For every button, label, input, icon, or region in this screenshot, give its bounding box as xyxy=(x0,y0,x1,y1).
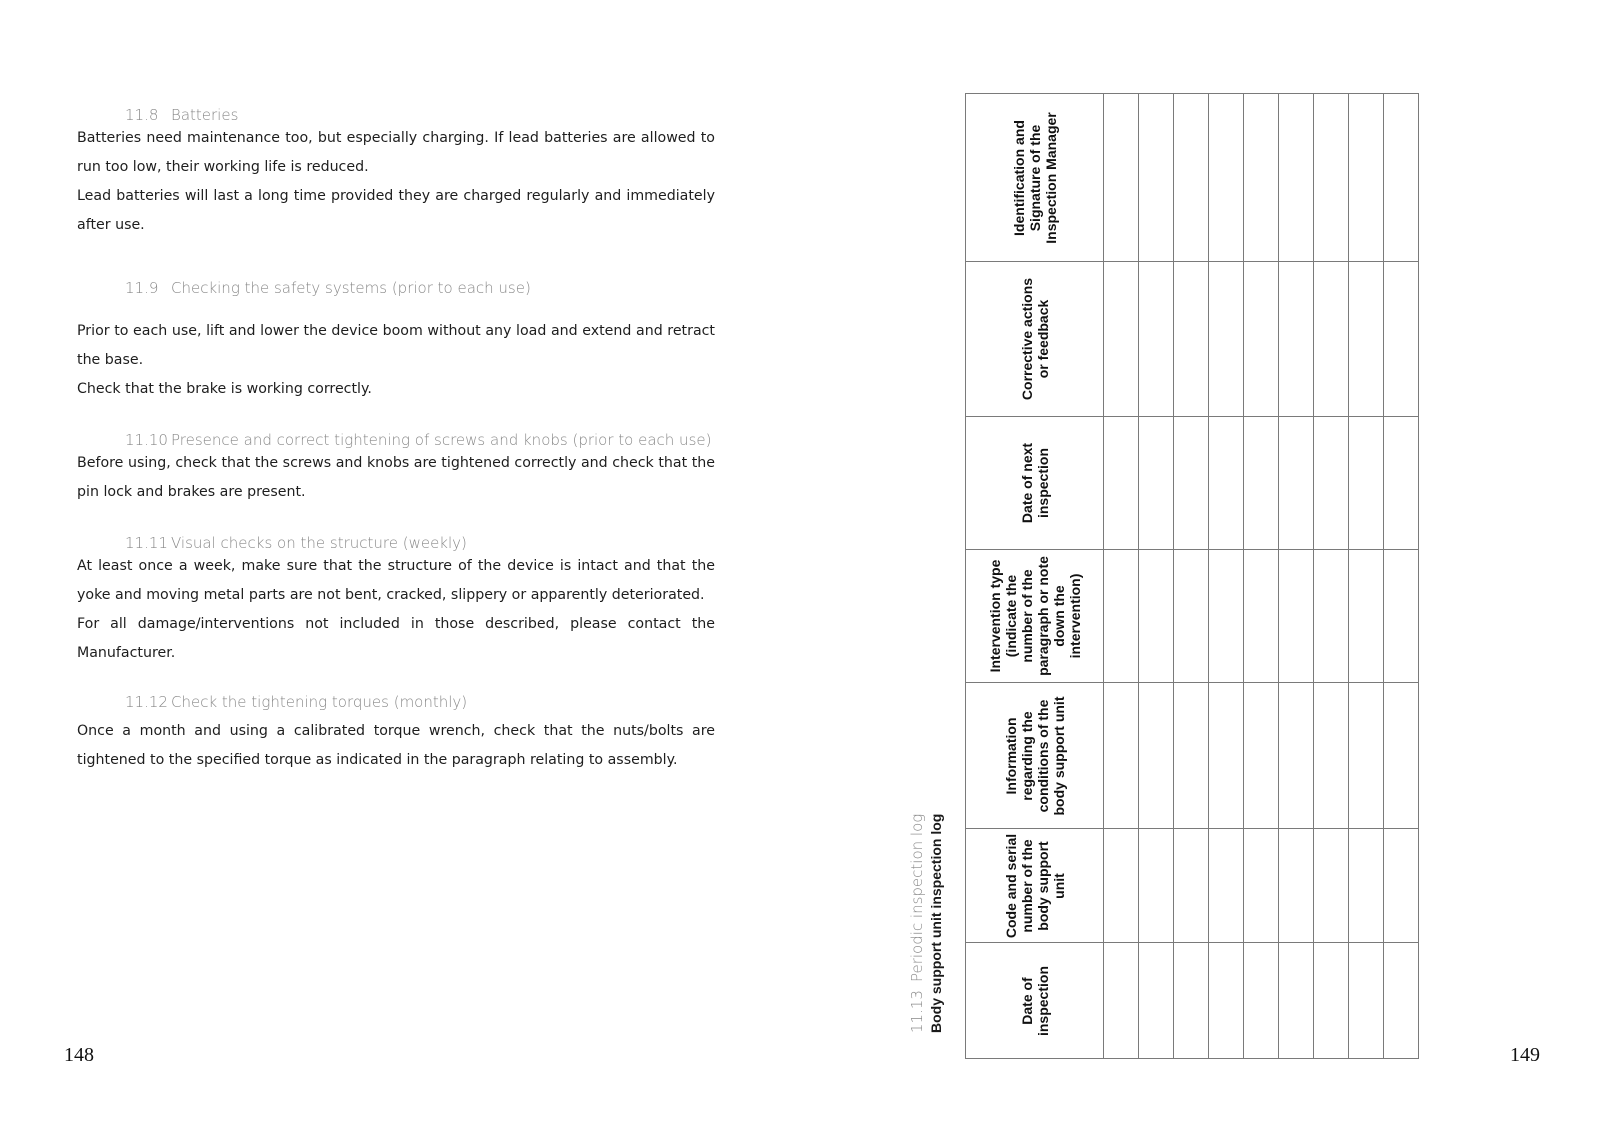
column-header-label: Date of next inspection xyxy=(1018,442,1051,524)
log-entry-cell[interactable] xyxy=(1103,261,1139,417)
section-11-12 xyxy=(77,693,715,775)
log-entry-cell[interactable] xyxy=(1383,416,1419,550)
log-entry-cell[interactable] xyxy=(1208,682,1244,829)
log-entry-cell[interactable] xyxy=(1243,942,1279,1059)
log-entry-cell[interactable] xyxy=(1383,549,1419,683)
log-entry-cell[interactable] xyxy=(1243,93,1279,262)
log-entry-cell[interactable] xyxy=(1278,682,1314,829)
log-entry-cell[interactable] xyxy=(1208,261,1244,417)
inspection-log-table xyxy=(965,93,1418,1058)
column-header-label: Corrective actions or feedback xyxy=(1018,277,1051,401)
log-entry-cell[interactable] xyxy=(1383,942,1419,1059)
log-entry-cell[interactable] xyxy=(1138,682,1174,829)
log-entry-cell[interactable] xyxy=(1348,682,1384,829)
section-11-9 xyxy=(77,279,715,404)
log-entry-cell[interactable] xyxy=(1208,549,1244,683)
section-title: Presence and correct tightening of screws and knobs (prior to each use) xyxy=(171,431,712,449)
column-header-label: Identification and Signature of the Inspection Manager xyxy=(1010,111,1059,244)
log-entry-cell[interactable] xyxy=(1313,416,1349,550)
paragraph: For all damage/interventions not included in those described, please contact the Manufacturer. xyxy=(77,616,715,661)
column-header xyxy=(965,942,1104,1059)
table-title: Body support unit inspection log xyxy=(928,813,944,1033)
log-entry-cell[interactable] xyxy=(1103,93,1139,262)
paragraph: At least once a week, make sure that the structure of the device is intact and that the yoke and moving metal parts are not bent, cracked, slippery or apparently deteriorated. xyxy=(77,558,715,603)
log-entry-cell[interactable] xyxy=(1243,828,1279,943)
log-entry-cell[interactable] xyxy=(1243,261,1279,417)
column-header xyxy=(965,549,1104,683)
log-entry-cell[interactable] xyxy=(1208,93,1244,262)
log-entry-cell[interactable] xyxy=(1103,828,1139,943)
paragraph: Once a month and using a calibrated torque wrench, check that the nuts/bolts are tightened to the specified torque as indicated in the paragraph relating to assembly. xyxy=(77,723,715,768)
column-header-label: Date of inspection xyxy=(1018,965,1051,1036)
log-entry-cell[interactable] xyxy=(1278,416,1314,550)
log-entry-cell[interactable] xyxy=(1103,682,1139,829)
section-number: 11.9 xyxy=(125,279,159,297)
section-number: 11.10 xyxy=(125,431,168,449)
log-entry-cell[interactable] xyxy=(1348,828,1384,943)
log-entry-cell[interactable] xyxy=(1208,416,1244,550)
column-header xyxy=(965,416,1104,550)
section-number: 11.13 xyxy=(908,990,926,1033)
section-number: 11.8 xyxy=(125,106,159,124)
log-entry-cell[interactable] xyxy=(1138,93,1174,262)
log-entry-cell[interactable] xyxy=(1313,942,1349,1059)
log-entry-cell[interactable] xyxy=(1173,93,1209,262)
log-entry-cell[interactable] xyxy=(1313,549,1349,683)
log-entry-cell[interactable] xyxy=(1313,261,1349,417)
section-heading xyxy=(125,534,715,552)
log-entry-cell[interactable] xyxy=(1348,261,1384,417)
log-entry-cell[interactable] xyxy=(1278,828,1314,943)
column-header-label: Intervention type (indicate the number of the paragraph or note down the intervention) xyxy=(986,556,1083,676)
section-heading xyxy=(125,693,715,711)
section-heading xyxy=(125,431,715,449)
paragraph: Check that the brake is working correctly. xyxy=(77,381,372,397)
log-entry-cell[interactable] xyxy=(1208,942,1244,1059)
log-entry-cell[interactable] xyxy=(1208,828,1244,943)
column-header-label: Code and serial number of the body support unit xyxy=(1002,833,1067,938)
column-header-label: Information regarding the conditions of the body support unit xyxy=(1002,696,1067,815)
section-heading xyxy=(125,279,715,297)
section-heading xyxy=(125,106,715,124)
log-entry-cell[interactable] xyxy=(1348,942,1384,1059)
log-entry-cell[interactable] xyxy=(1243,416,1279,550)
log-entry-cell[interactable] xyxy=(1173,682,1209,829)
column-header xyxy=(965,261,1104,417)
log-entry-cell[interactable] xyxy=(1173,942,1209,1059)
section-title: Checking the safety systems (prior to each use) xyxy=(171,279,531,297)
log-entry-cell[interactable] xyxy=(1313,682,1349,829)
log-entry-cell[interactable] xyxy=(1383,261,1419,417)
log-entry-cell[interactable] xyxy=(1278,93,1314,262)
left-page-content xyxy=(77,106,715,775)
paragraph: Lead batteries will last a long time provided they are charged regularly and immediately after use. xyxy=(77,188,715,233)
section-title: Batteries xyxy=(171,106,239,124)
section-title: Check the tightening torques (monthly) xyxy=(171,693,468,711)
page-number-left: 148 xyxy=(64,1044,94,1066)
log-entry-cell[interactable] xyxy=(1243,682,1279,829)
log-entry-cell[interactable] xyxy=(1138,261,1174,417)
log-entry-cell[interactable] xyxy=(1278,549,1314,683)
paragraph: Batteries need maintenance too, but especially charging. If lead batteries are allowed to run too low, their working life is reduced. xyxy=(77,130,715,175)
log-entry-cell[interactable] xyxy=(1313,93,1349,262)
column-header xyxy=(965,682,1104,829)
log-entry-cell[interactable] xyxy=(1278,261,1314,417)
log-entry-cell[interactable] xyxy=(1138,549,1174,683)
log-entry-cell[interactable] xyxy=(1348,549,1384,683)
log-entry-cell[interactable] xyxy=(1173,828,1209,943)
log-entry-cell[interactable] xyxy=(1103,549,1139,683)
log-entry-cell[interactable] xyxy=(1173,549,1209,683)
log-entry-cell[interactable] xyxy=(1138,942,1174,1059)
log-entry-cell[interactable] xyxy=(1243,549,1279,683)
column-header xyxy=(965,828,1104,943)
paragraph: Before using, check that the screws and knobs are tightened correctly and check that the pin lock and brakes are present. xyxy=(77,455,715,500)
section-number: 11.11 xyxy=(125,534,168,552)
rotated-section-titles xyxy=(907,814,945,1033)
section-11-8 xyxy=(77,106,715,240)
log-entry-cell[interactable] xyxy=(1173,416,1209,550)
log-entry-cell[interactable] xyxy=(1138,828,1174,943)
section-title: Periodic inspection log xyxy=(908,813,926,983)
log-entry-cell[interactable] xyxy=(1278,942,1314,1059)
log-entry-cell[interactable] xyxy=(1383,93,1419,262)
log-entry-cell[interactable] xyxy=(1138,416,1174,550)
section-11-11 xyxy=(77,534,715,668)
log-entry-cell[interactable] xyxy=(1103,942,1139,1059)
log-entry-cell[interactable] xyxy=(1103,416,1139,550)
section-number: 11.12 xyxy=(125,693,168,711)
log-entry-cell[interactable] xyxy=(1173,261,1209,417)
column-header xyxy=(965,93,1104,262)
log-entry-cell[interactable] xyxy=(1348,416,1384,550)
paragraph: Prior to each use, lift and lower the device boom without any load and extend and retract the base. xyxy=(77,323,715,368)
log-entry-cell[interactable] xyxy=(1383,828,1419,943)
section-title: Visual checks on the structure (weekly) xyxy=(171,534,467,552)
page-number-right: 149 xyxy=(1510,1044,1540,1066)
section-heading-11-13 xyxy=(907,814,927,1033)
section-11-10 xyxy=(77,431,715,507)
log-entry-cell[interactable] xyxy=(1313,828,1349,943)
log-entry-cell[interactable] xyxy=(1348,93,1384,262)
log-entry-cell[interactable] xyxy=(1383,682,1419,829)
